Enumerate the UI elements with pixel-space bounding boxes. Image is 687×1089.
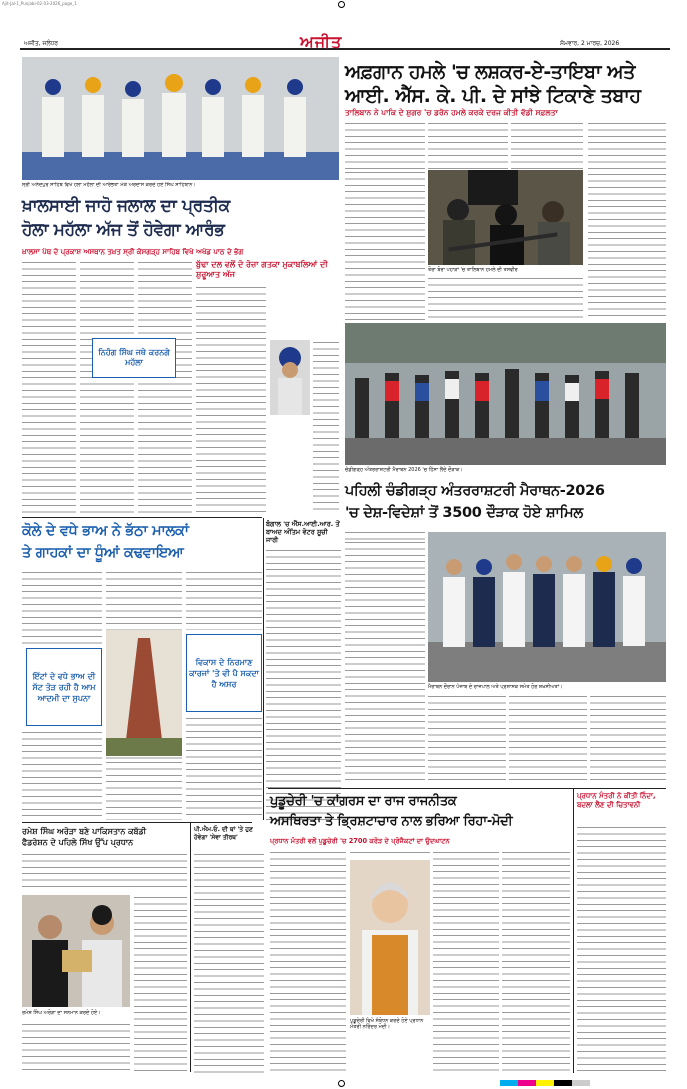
hola-photo <box>22 57 339 180</box>
pmo-headline: ਪੀ.ਐਮ.ਓ. ਦੀ ਥਾਂ 'ਤੇ ਹੁਣ ਹੋਵੇਗਾ 'ਸੇਵਾ ਤੀਰਥ' <box>194 826 253 841</box>
marathon-photo2 <box>428 532 666 682</box>
coal-box-2: ਵਿਕਾਸ ਦੇ ਨਿਰਮਾਣ ਕਾਰਜਾਂ 'ਤੇ ਵੀ ਪੈ ਸਕਦਾ ਹੈ ਅਸਰ <box>186 634 262 712</box>
marathon-body-col3 <box>509 694 587 785</box>
pmo-body <box>194 852 264 1073</box>
coal-body-col1 <box>22 570 102 645</box>
militants-image <box>428 170 583 265</box>
column-divider <box>190 822 191 1072</box>
hola-inset-title: ਬੁੱਢਾ ਦਲ ਵਲੋਂ ਦੋ ਰੋਜ਼ਾ ਗਤਕਾ ਮੁਕਾਬਲਿਆਂ ਦੀ ਸ਼ੁਰੂਆਤ ਅੱਜ <box>196 260 328 279</box>
chimney-photo <box>106 630 182 756</box>
puducherry-body-col1 <box>270 850 346 1072</box>
baba-photo <box>270 340 310 415</box>
lead-photo-caption: ਤੋਰਾ ਬੋਰਾ ਪਹਾੜਾਂ 'ਚ ਤਾਲਿਬਾਨ ਹਮਲੇ ਦੀ ਤਸਵੀਰ <box>428 267 518 273</box>
color-bar <box>500 1080 590 1086</box>
hola-photo-caption: ਸ੍ਰੀ ਅਨੰਦਪੁਰ ਸਾਹਿਬ ਵਿਖੇ ਹੋਲਾ ਮਹੱਲਾ ਦੀ ਆਰੰਭਤਾ ਮੌਕੇ ਅਰਦਾਸ ਕਰਦੇ ਹੋਏ ਸਿੰਘ ਸਾਹਿਬਾਨ। <box>22 182 196 188</box>
masthead-title: ਅਜੀਤ <box>300 32 343 51</box>
lead-body-col3 <box>511 121 583 169</box>
coal-body-col3 <box>186 570 262 630</box>
registration-mark <box>338 1 345 8</box>
side-headline: ਪ੍ਰਧਾਨ ਮੰਤਰੀ ਨੇ ਕੀਤੀ ਨਿੰਦਾ, ਬਦਲਾ ਲੈਣ ਦੀ ਚਿਤਾਵਨੀ <box>577 792 656 809</box>
marathon-photo-caption: ਚੰਡੀਗੜ੍ਹ ਅੰਤਰਰਾਸ਼ਟਰੀ ਮੈਰਾਥਨ 2026 'ਚ ਹਿੱਸਾ ਲੈਂਦੇ ਦੌੜਾਕ। <box>345 467 463 473</box>
divider <box>22 517 262 518</box>
coal-body-col3b <box>186 716 262 820</box>
kabaddi-photo <box>22 895 130 1007</box>
puducherry-subhead: ਪ੍ਰਧਾਨ ਮੰਤਰੀ ਵਲੋਂ ਪੁਡੂਚੇਰੀ 'ਚ 2700 ਕਰੋੜ ਦੇ ਪ੍ਰੋਜੈਕਟਾਂ ਦਾ ਉਦਘਾਟਨ <box>270 837 450 845</box>
dignitaries-walk-image <box>428 532 666 682</box>
divider <box>22 822 252 823</box>
hola-ceremony-image <box>22 57 339 180</box>
coal-box-1: ਇੱਟਾਂ ਦੇ ਵਧੇ ਭਾਅ ਦੀ ਸੱਟ ਤੋੜ ਰਹੀ ਹੈ ਆਮ ਆਦਮੀ ਦਾ ਸੁਪਨਾ <box>26 648 102 726</box>
masthead-city: ਅਜੀਤ, ਜਲੰਧਰ <box>24 40 59 47</box>
marathon-body-col2 <box>428 694 506 785</box>
lead-body-col2 <box>428 121 508 169</box>
nihang-portrait-image <box>270 340 310 415</box>
masthead <box>0 32 687 50</box>
coal-body-col2b <box>106 760 182 820</box>
hola-inset-box: ਨਿਹੰਗ ਸਿੰਘ ਜਥੇ ਕਰਨਗੇ ਮਹੱਲਾ <box>92 338 176 378</box>
divider <box>268 788 666 789</box>
modi-photo <box>350 860 430 1015</box>
lead-body-mid <box>428 276 583 321</box>
kabaddi-headline: ਰਮੇਸ਼ ਸਿੰਘ ਅਰੋੜਾ ਬਣੇ ਪਾਕਿਸਤਾਨ ਕਬੱਡੀ ਫੈਡਰੇਸ਼ਨ ਦੇ ਪਹਿਲੇ ਸਿੱਖ ਉੱਪ ਪ੍ਰਧਾਨ <box>22 827 147 847</box>
puducherry-headline: ਪੁਡੂਚੇਰੀ 'ਚ ਕਾਂਗਰਸ ਦਾ ਰਾਜ ਰਾਜਨੀਤਕ ਅਸਥਿਰਤਾ ਤੇ ਭ੍ਰਿਸ਼ਟਾਚਾਰ ਨਾਲ ਭਰਿਆ ਰਿਹਾ-ਮੋਦੀ <box>270 794 513 829</box>
hola-body-col3 <box>138 260 192 515</box>
kabaddi-body-top <box>22 852 187 892</box>
modi-speaking-image <box>350 860 430 1015</box>
marathon-photo2-caption: ਮੈਰਾਥਨ ਦੌਰਾਨ ਪੰਜਾਬ ਦੇ ਰਾਜਪਾਲ ਅਤੇ ਪ੍ਰਸ਼ਾਸਕ ਸਮੇਤ ਹੋਰ ਸ਼ਖ਼ਸੀਅਤਾਂ। <box>428 684 563 690</box>
marathon-runners-image <box>345 323 666 465</box>
felicitation-image <box>22 895 130 1007</box>
hola-body-col2 <box>80 260 134 515</box>
masthead-date: ਸੋਮਵਾਰ, 2 ਮਾਰਚ, 2026 <box>560 40 620 47</box>
coal-body-col1b <box>22 730 102 820</box>
column-divider <box>263 518 264 820</box>
lead-body-col4 <box>588 121 666 321</box>
marathon-photo <box>345 323 666 465</box>
hola-body-col1 <box>22 260 76 515</box>
lead-photo <box>428 170 583 265</box>
lead-body-col1 <box>345 121 425 169</box>
brick-kiln-chimney-image <box>106 630 182 756</box>
lead-subhead: ਤਾਲਿਬਾਨ ਨੇ ਪਾਕਿ ਦੇ ਸ਼ੁਗਰ 'ਚ ਡਰੋਨ ਹਮਲੇ ਕਰਕੇ ਦਰਜ ਕੀਤੀ ਵੱਡੀ ਸਫ਼ਲਤਾ <box>345 108 558 117</box>
puducherry-body-col4 <box>502 850 570 1072</box>
puducherry-body-col3 <box>433 850 499 1072</box>
column-divider <box>573 788 574 1073</box>
registration-mark <box>338 1080 345 1087</box>
kabaddi-photo-caption: ਰਮੇਸ਼ ਸਿੰਘ ਅਰੋੜਾ ਦਾ ਸਨਮਾਨ ਕਰਦੇ ਹੋਏ। <box>22 1010 101 1016</box>
kabaddi-body-right <box>134 895 187 1073</box>
printline: Ajit-Jal-1_Punjabi-02-03-2026_page_1 <box>2 1 77 6</box>
puducherry-body-col2 <box>350 850 430 858</box>
brief-headline: ਬੰਗਾਲ 'ਚ ਐੱਸ.ਆਈ.ਆਰ. ਤੋਂ ਬਾਅਦ ਅੰਤਿਮ ਵੋਟਰ ਸੂਚੀ ਜਾਰੀ <box>266 520 340 544</box>
hola-subhead: ਖ਼ਾਲਸਾ ਪੰਥ ਦੇ ਪ੍ਰਕਾਸ਼ ਅਸਥਾਨ ਤਖ਼ਤ ਸ੍ਰੀ ਕੇਸਗੜ੍ਹ ਸਾਹਿਬ ਵਿਖੇ ਅਖੰਡ ਪਾਠ ਦੇ ਭੋਗ <box>22 248 244 256</box>
brief-body2 <box>345 540 425 785</box>
coal-headline: ਕੋਲੇ ਦੇ ਵਧੇ ਭਾਅ ਨੇ ਭੱਠਾ ਮਾਲਕਾਂ ਤੇ ਗਾਹਕਾਂ ਦਾ ਧੂੰਆਂ ਕਢਵਾਇਆ <box>22 523 189 561</box>
marathon-body-col4 <box>590 694 666 785</box>
kabaddi-body-bottom <box>22 1022 130 1073</box>
modi-photo-caption: ਪੁਡੂਚੇਰੀ ਵਿਖੇ ਸੰਬੋਧਨ ਕਰਦੇ ਹੋਏ ਪ੍ਰਧਾਨ ਮੰਤਰੀ ਨਰਿੰਦਰ ਮੋਦੀ। <box>350 1018 424 1030</box>
lead-headline: ਅਫ਼ਗਾਨ ਹਮਲੇ 'ਚ ਲਸ਼ਕਰ-ਏ-ਤਾਇਬਾ ਅਤੇ ਆਈ. ਐੱਸ. ਕੇ. ਪੀ. ਦੇ ਸਾਂਝੇ ਟਿਕਾਣੇ ਤਬਾਹ <box>345 61 641 107</box>
side-body <box>577 825 666 1073</box>
hola-inset-body2 <box>313 340 339 515</box>
hola-inset-body <box>196 285 266 515</box>
marathon-headline: ਪਹਿਲੀ ਚੰਡੀਗੜ੍ਹ ਅੰਤਰਰਾਸ਼ਟਰੀ ਮੈਰਾਥਨ-2026 'ਚ ਦੇਸ਼-ਵਿਦੇਸ਼ਾਂ ਤੋਂ 3500 ਦੌੜਾਕ ਹੋਏ ਸ਼ਾਮਿਲ <box>345 483 605 521</box>
hola-headline: ਖ਼ਾਲਸਾਈ ਜਾਹੋ ਜਲਾਲ ਦਾ ਪ੍ਰਤੀਕ ਹੋਲਾ ਮਹੱਲਾ ਅੱਜ ਤੋਂ ਹੋਵੇਗਾ ਆਰੰਭ <box>22 196 230 240</box>
brief-body <box>266 548 341 820</box>
lead-body-left <box>345 170 425 320</box>
